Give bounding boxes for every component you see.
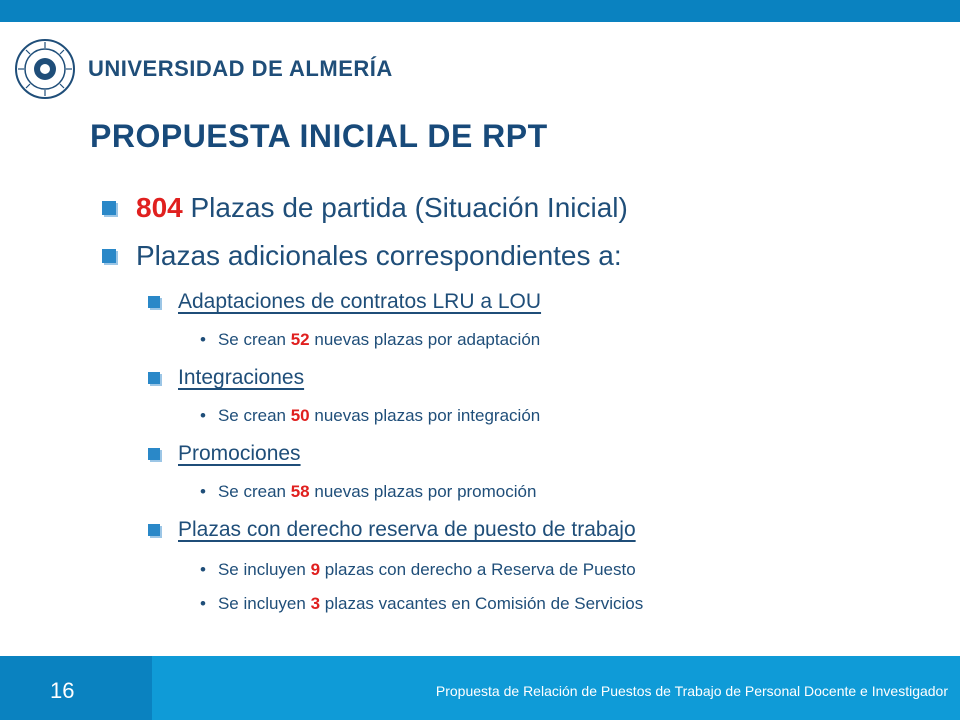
initial-positions-count: 804 bbox=[136, 192, 183, 223]
detail-integrations bbox=[200, 406, 540, 426]
detail-reserved-a bbox=[200, 560, 636, 580]
integrations-count: 50 bbox=[290, 406, 310, 425]
square-bullet-icon bbox=[148, 296, 160, 308]
square-bullet-icon bbox=[148, 448, 160, 460]
reserved-count: 9 bbox=[310, 560, 321, 579]
detail-reserved-b bbox=[200, 594, 643, 614]
dot-bullet-icon: • bbox=[200, 560, 206, 579]
detail-text: nuevas plazas por adaptación bbox=[309, 330, 541, 349]
university-name: UNIVERSIDAD DE ALMERÍA bbox=[88, 56, 393, 81]
vacant-count: 3 bbox=[310, 594, 321, 613]
detail-text: Se crean bbox=[217, 482, 291, 501]
promotions-count: 58 bbox=[290, 482, 310, 501]
bullet-additional-positions bbox=[102, 240, 622, 272]
university-seal-icon bbox=[14, 38, 76, 100]
detail-adaptations bbox=[200, 330, 540, 350]
square-bullet-icon bbox=[102, 201, 116, 215]
detail-text: Se incluyen bbox=[217, 560, 311, 579]
detail-text: nuevas plazas por integración bbox=[309, 406, 541, 425]
detail-text: plazas con derecho a Reserva de Puesto bbox=[320, 560, 636, 579]
square-bullet-icon bbox=[102, 249, 116, 263]
dot-bullet-icon: • bbox=[200, 406, 206, 425]
bullet-initial-positions bbox=[102, 192, 628, 224]
sub-item-integrations bbox=[148, 366, 304, 390]
slide-title: PROPUESTA INICIAL DE RPT bbox=[90, 118, 548, 154]
integrations-link[interactable]: Integraciones bbox=[178, 366, 305, 389]
detail-text: plazas vacantes en Comisión de Servicios bbox=[320, 594, 644, 613]
sub-item-reserved-positions bbox=[148, 518, 636, 542]
page-number: 16 bbox=[50, 678, 75, 703]
dot-bullet-icon: • bbox=[200, 594, 206, 613]
detail-text: Se crean bbox=[217, 330, 291, 349]
sub-item-promotions bbox=[148, 442, 301, 466]
detail-text: Se incluyen bbox=[217, 594, 311, 613]
footer-caption: Propuesta de Relación de Puestos de Trabajo de Personal Docente e Investigador bbox=[435, 683, 948, 699]
detail-text: Se crean bbox=[217, 406, 291, 425]
footer-left-panel bbox=[0, 656, 152, 720]
initial-positions-text: Plazas de partida (Situación Inicial) bbox=[182, 192, 628, 223]
dot-bullet-icon: • bbox=[200, 330, 206, 349]
dot-bullet-icon: • bbox=[200, 482, 206, 501]
additional-positions-text: Plazas adicionales correspondientes a: bbox=[136, 240, 622, 271]
reserved-positions-link[interactable]: Plazas con derecho reserva de puesto de trabajo bbox=[178, 518, 636, 541]
university-logo bbox=[14, 38, 393, 100]
square-bullet-icon bbox=[148, 372, 160, 384]
adaptations-link[interactable]: Adaptaciones de contratos LRU a LOU bbox=[178, 290, 542, 313]
adaptations-count: 52 bbox=[290, 330, 310, 349]
detail-text: nuevas plazas por promoción bbox=[309, 482, 537, 501]
square-bullet-icon bbox=[148, 524, 160, 536]
promotions-link[interactable]: Promociones bbox=[178, 442, 301, 465]
top-bar bbox=[0, 0, 960, 22]
sub-item-adaptations bbox=[148, 290, 541, 314]
detail-promotions bbox=[200, 482, 536, 502]
